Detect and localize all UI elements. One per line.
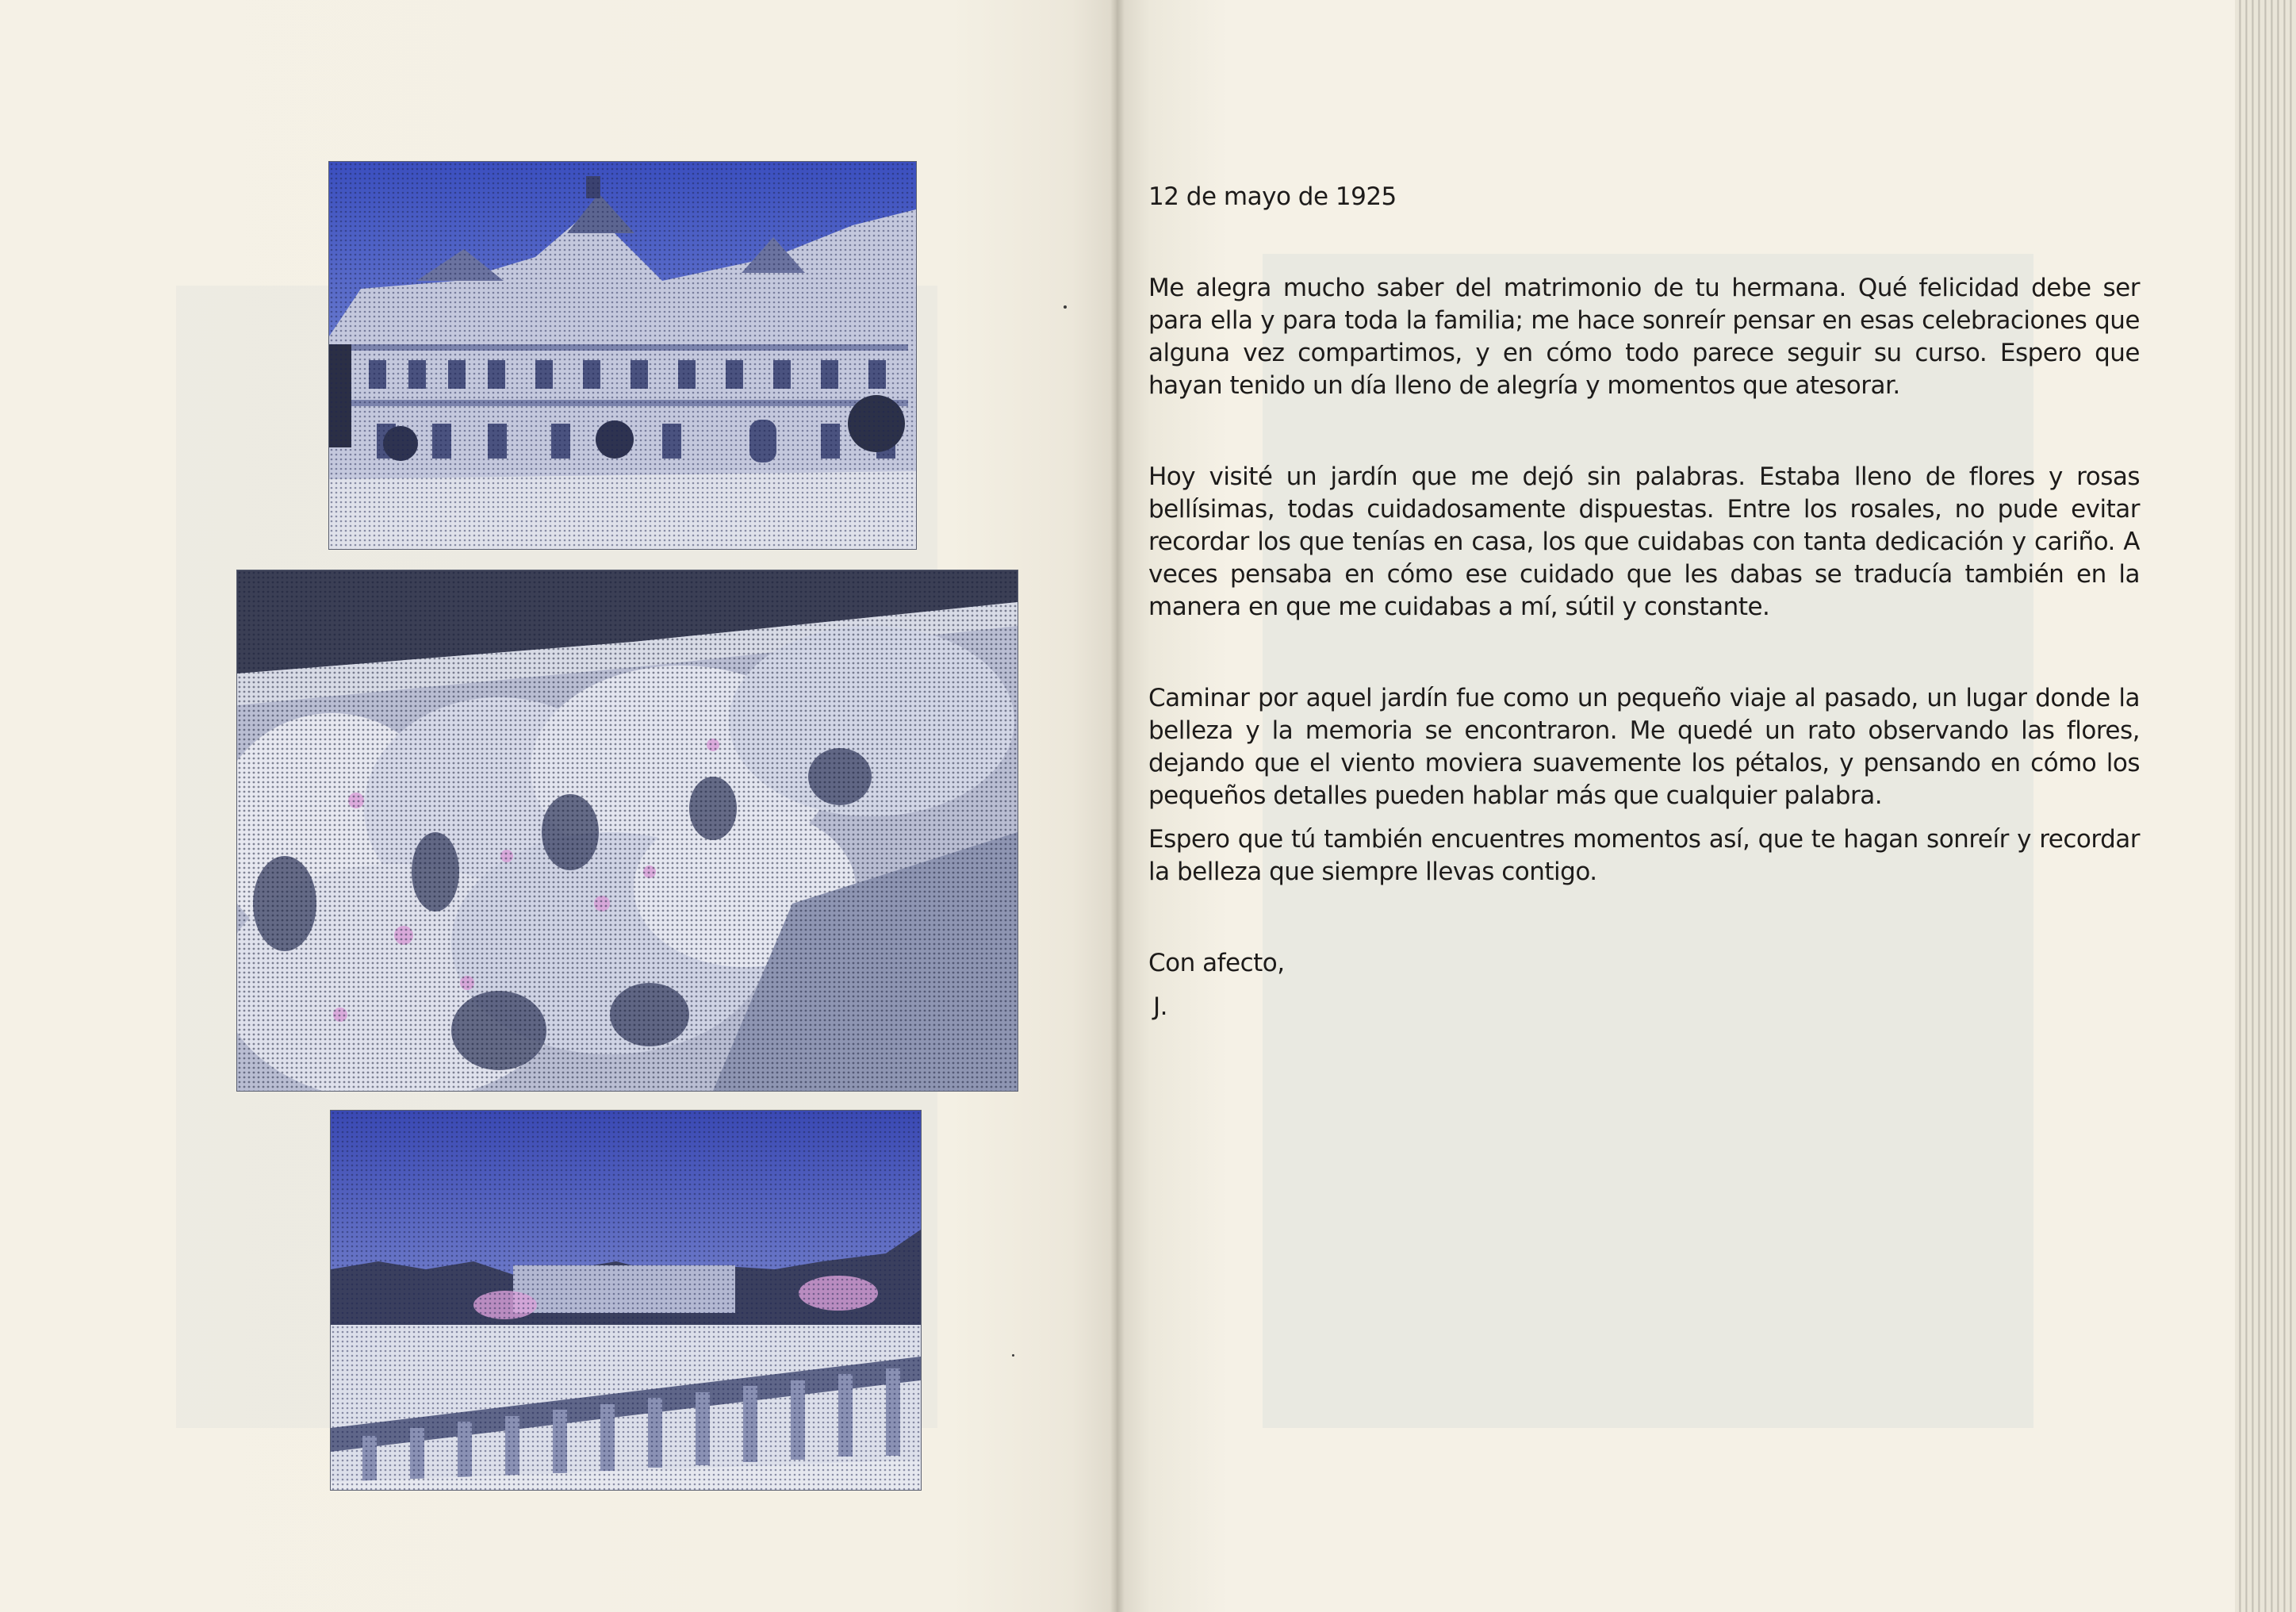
letter-signature: J.	[1153, 992, 1167, 1021]
balustrade-photo-graphic	[331, 1111, 921, 1490]
photo-balustrade	[330, 1110, 922, 1491]
letter-closing: Con afecto,	[1148, 949, 1285, 977]
left-page	[0, 0, 1117, 1612]
paper-speck	[1012, 1354, 1014, 1357]
page-edges	[2235, 0, 2296, 1612]
letter-text	[1148, 181, 2140, 1023]
photo-flower-garden	[236, 570, 1018, 1092]
letter-paragraph: Caminar por aquel jardín fue como un pequeño viaje al pasado, un lugar donde la belleza y la memoria se encontraron. Me quedé un rato observando las flores, dejando que el viento moviera suavemente los pétalos, y pensando en cómo los pequeños detalles pueden hablar más que cualquier palabra.	[1148, 684, 2140, 810]
paper-speck	[1064, 305, 1067, 309]
letter-paragraph: Me alegra mucho saber del matrimonio de tu hermana. Qué felicidad debe ser para ella y para toda la familia; me hace sonreír pensar en esas celebraciones que alguna vez compartimos, y en cómo todo parece seguir su curso. Espero que hayan tenido un día lleno de alegría y momentos que atesorar.	[1148, 274, 2140, 400]
palace-photo-graphic	[329, 162, 916, 549]
photo-palace	[328, 161, 917, 550]
letter-paragraph: Espero que tú también encuentres momentos así, que te hagan sonreír y recordar la belleza que siempre llevas contigo.	[1148, 825, 2140, 886]
letter-date: 12 de mayo de 1925	[1148, 182, 1397, 211]
letter-paragraph: Hoy visité un jardín que me dejó sin palabras. Estaba lleno de flores y rosas bellísimas, todas cuidadosamente dispuestas. Entre los rosales, no pude evitar recordar los que tenías en casa, los que cuidabas con tanta dedicación y cariño. A veces pensaba en cómo ese cuidado que les dabas se traducía también en la manera en que me cuidabas a mí, sútil y constante.	[1148, 462, 2140, 621]
flower-garden-photo-graphic	[237, 570, 1018, 1091]
book-gutter	[1110, 0, 1125, 1612]
